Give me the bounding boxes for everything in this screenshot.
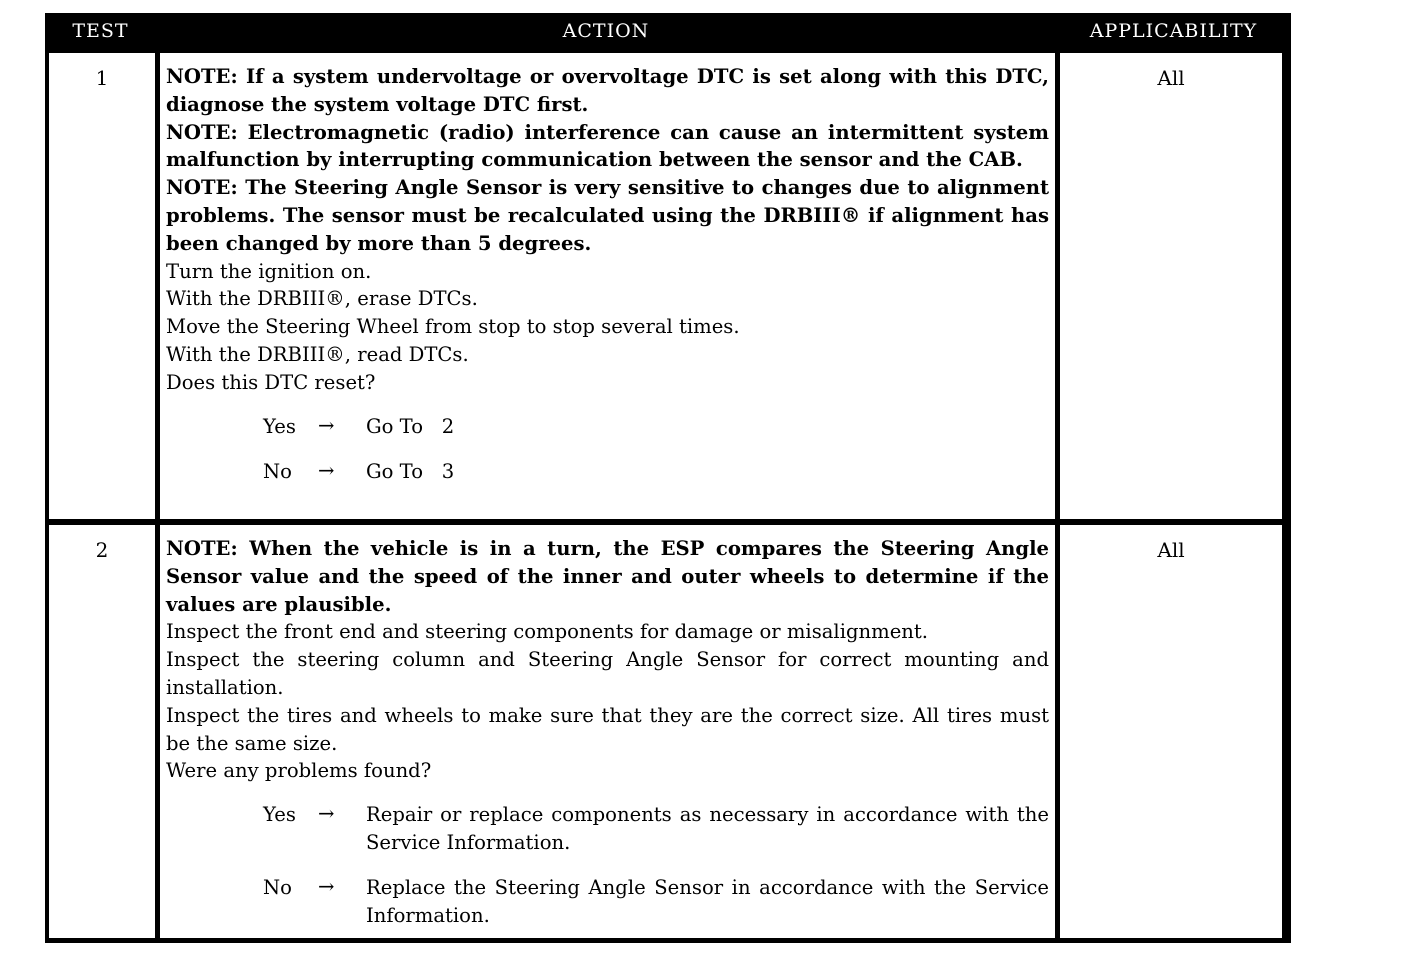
row-1-no-label: No (263, 459, 292, 483)
row-2-no-label: No (263, 876, 292, 900)
row-1-step-1: Turn the ignition on. (166, 259, 372, 283)
row-1-yes-choice (166, 397, 1049, 442)
row-2-yes-result: Repair or replace components as necessary in accordance with the Service Information. (366, 803, 1049, 854)
header-applicability: APPLICABILITY (1089, 20, 1258, 42)
row-1-step-4: With the DRBIII®, read DTCs. (166, 342, 469, 366)
header-test: TEST (72, 20, 129, 42)
row-1-yes-label: Yes (263, 414, 296, 438)
row-2-note-1: NOTE: When the vehicle is in a turn, the ESP compares the Steering Angle Sensor value and the speed of the inner and outer wheels to determine if the values are plausible. (166, 537, 1049, 616)
right-arrow-icon: → (318, 875, 335, 899)
row-1-action (160, 53, 1055, 519)
row-1-note-1: NOTE: If a system undervoltage or overvoltage DTC is set along with this DTC, diagnose the system voltage DTC first. (166, 65, 1049, 116)
row-1-test-number: 1 (49, 53, 155, 519)
row-1-step-2: With the DRBIII®, erase DTCs. (166, 287, 478, 311)
row-2-step-2: Inspect the steering column and Steering Angle Sensor for correct mounting and installation. (166, 648, 1049, 699)
diagnostic-table (45, 13, 1291, 943)
row-2-no-choice (166, 858, 1049, 931)
row-1-question: Does this DTC reset? (166, 370, 376, 394)
row-2-question: Were any problems found? (166, 759, 432, 783)
row-1-step-3: Move the Steering Wheel from stop to stop several times. (166, 315, 740, 339)
row-1-no-result: Go To 3 (366, 459, 455, 483)
table-header (45, 13, 1291, 50)
row-2-action (160, 525, 1055, 938)
row-1-applicability: All (1060, 53, 1282, 519)
row-1-no-choice (166, 442, 1049, 487)
row-2-applicability: All (1060, 525, 1282, 938)
right-arrow-icon: → (318, 802, 335, 826)
row-2-test-number: 2 (49, 525, 155, 938)
right-arrow-icon: → (318, 413, 335, 437)
right-arrow-icon: → (318, 458, 335, 482)
row-1-yes-result: Go To 2 (366, 414, 455, 438)
row-2-yes-label: Yes (263, 803, 296, 827)
header-action: ACTION (562, 20, 650, 42)
row-2-step-1: Inspect the front end and steering components for damage or misalignment. (166, 620, 929, 644)
row-2-no-result: Replace the Steering Angle Sensor in accordance with the Service Information. (366, 876, 1049, 927)
row-2-step-3: Inspect the tires and wheels to make sure that they are the correct size. All tires must be the same size. (166, 703, 1049, 755)
row-1-note-2: NOTE: Electromagnetic (radio) interference can cause an intermittent system malfunction by interrupting communication between the sensor and the CAB. (166, 120, 1049, 172)
row-1-note-3: NOTE: The Steering Angle Sensor is very sensitive to changes due to alignment problems. The sensor must be recalculated using the DRBIII® if alignment has been changed by more than 5 degrees. (166, 176, 1049, 255)
row-2-yes-choice (166, 785, 1049, 858)
